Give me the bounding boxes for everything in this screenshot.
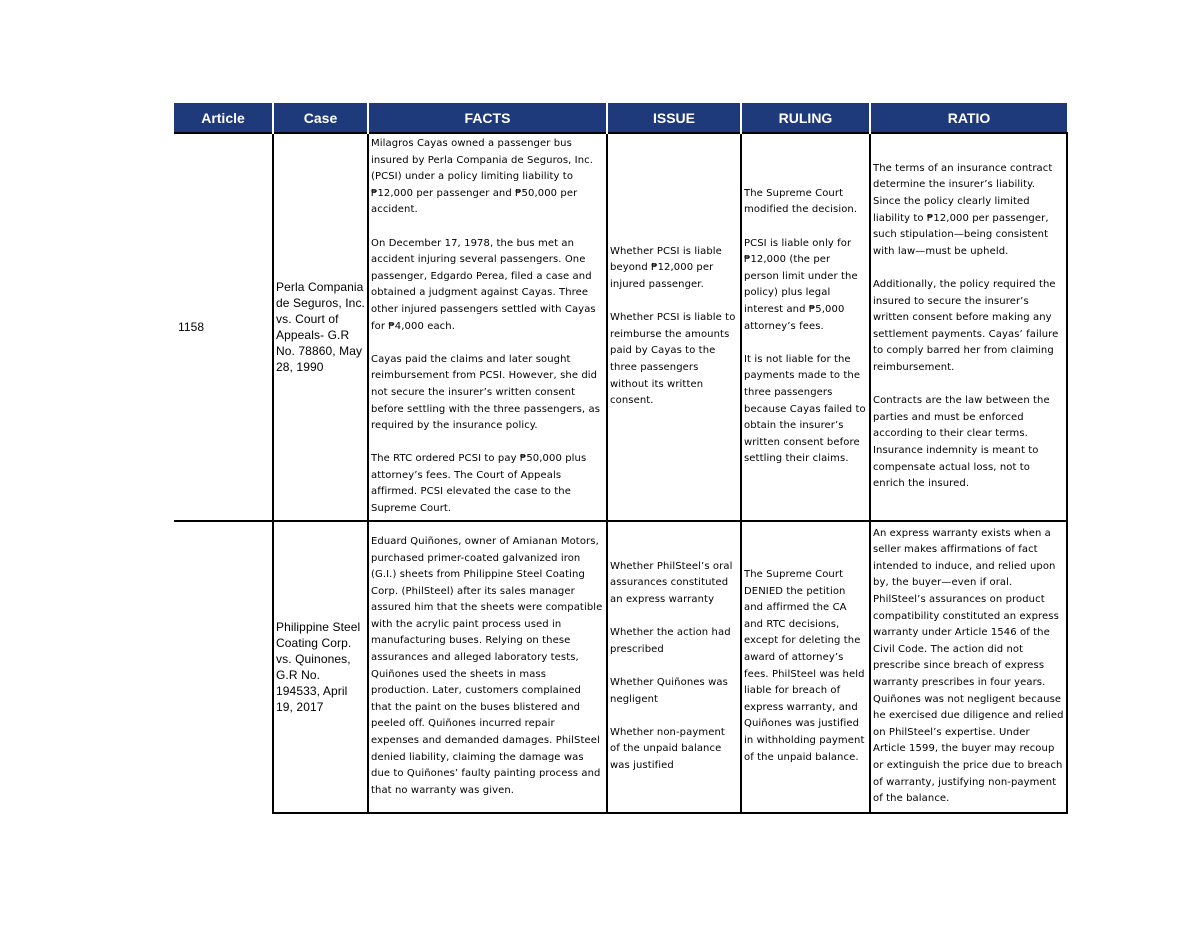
facts-paragraph: Milagros Cayas owned a passenger bus insured by Perla Compania de Seguros, Inc. (PCSI) under a policy limiting liability to ₱12,000 per passenger and ₱50,000 per accident. — [371, 138, 594, 216]
ratio-paragraph: The terms of an insurance contract determine the insurer’s liability. Since the policy clearly limited liability to ₱12,000 per passenger, such stipulation—being consistent with law—must be upheld. — [873, 162, 1053, 257]
ruling-cell — [741, 133, 870, 521]
header-issue: ISSUE — [607, 103, 741, 133]
case-cell: Philippine Steel Coating Corp. vs. Quinones, G.R No. 194533, April 19, 2017 — [273, 521, 368, 813]
article-cell: 1158 — [174, 133, 273, 521]
facts-paragraph: Eduard Quiñones, owner of Amianan Motors, purchased primer-coated galvanized iron (G.I.) sheets from Philippine Steel Coating Corp. (PhilSteel) after its sales manager assured him that the sheets were compatible with the acrylic paint process used in manufacturing buses. Relying on these assurances and alleged laboratory tests, Quiñones used the sheets in mass production. Later, customers complained that the paint on the buses blistered and peeled off. Quiñones incurred repair expenses and demanded damages. PhilSteel denied liability, claiming the damage was due to Quiñones’ faulty painting process and that no warranty was given. — [371, 535, 603, 796]
issue-cell — [607, 521, 741, 813]
header-article: Article — [174, 103, 273, 133]
facts-cell — [368, 521, 607, 813]
table-row — [174, 521, 1067, 813]
issue-paragraph: Whether PCSI is liable to reimburse the amounts paid by Cayas to the three passengers without its written consent. — [610, 312, 736, 407]
case-cell: Perla Compania de Seguros, Inc. vs. Court of Appeals- G.R No. 78860, May 28, 1990 — [273, 133, 368, 521]
header-ratio: RATIO — [870, 103, 1067, 133]
header-case: Case — [273, 103, 368, 133]
ratio-cell — [870, 133, 1067, 521]
header-facts: FACTS — [368, 103, 607, 133]
ratio-paragraph: Contracts are the law between the parties and must be enforced according to their clear terms. Insurance indemnity is meant to compensate actual loss, not to enrich the insured. — [873, 395, 1050, 490]
ratio-cell — [870, 521, 1067, 813]
ratio-paragraph: Additionally, the policy required the insured to secure the insurer’s written consent before making any settlement payments. Cayas’ failure to comply barred her from claiming reimbursement. — [873, 279, 1059, 374]
ruling-cell — [741, 521, 870, 813]
issue-cell — [607, 133, 741, 521]
issue-paragraph: Whether non-payment of the unpaid balance was justified — [610, 726, 725, 771]
ruling-paragraph: It is not liable for the payments made to the three passengers because Cayas failed to obtain the insurer’s written consent before settling their claims. — [744, 353, 866, 465]
issue-paragraph: Whether PCSI is liable beyond ₱12,000 per injured passenger. — [610, 245, 722, 291]
facts-cell — [368, 133, 607, 521]
issue-paragraph: Whether the action had prescribed — [610, 627, 731, 655]
case-digest-table-container — [174, 103, 1067, 814]
facts-paragraph: On December 17, 1978, the bus met an accident injuring several passengers. One passenger, Edgardo Perea, filed a case and obtained a judgment against Cayas. Three other injured passengers settled with Cayas for ₱4,000 each. — [371, 237, 596, 332]
article-cell — [174, 521, 273, 813]
ruling-paragraph: PCSI is liable only for ₱12,000 (the per person limit under the policy) plus legal interest and ₱5,000 attorney’s fees. — [744, 237, 858, 332]
ruling-paragraph: The Supreme Court DENIED the petition and affirmed the CA and RTC decisions, except for deleting the award of attorney’s fees. PhilSteel was held liable for breach of express warranty, and Quiñones was justified in withholding payment of the unpaid balance. — [744, 569, 865, 763]
issue-paragraph: Whether PhilSteel’s oral assurances constituted an express warranty — [610, 560, 733, 605]
ratio-paragraph: An express warranty exists when a seller makes affirmations of fact intended to induce, and relied upon by, the buyer—even if oral. PhilSteel’s assurances on product compatibility constituted an express warranty under Article 1546 of the Civil Code. The action did not prescribe since breach of express warranty prescribes in four years. Quiñones was not negligent because he exercised due diligence and relied on PhilSteel’s expertise. Under Article 1599, the buyer may recoup or extinguish the price due to breach of warranty, justifying non-payment of the balance. — [873, 527, 1064, 805]
facts-paragraph: The RTC ordered PCSI to pay ₱50,000 plus attorney’s fees. The Court of Appeals affirmed. PCSI elevated the case to the Supreme Court. — [371, 453, 587, 515]
header-ruling: RULING — [741, 103, 870, 133]
issue-paragraph: Whether Quiñones was negligent — [610, 676, 728, 705]
header-row — [174, 103, 1067, 133]
ruling-paragraph: The Supreme Court modified the decision. — [744, 187, 858, 216]
table-row — [174, 133, 1067, 521]
facts-paragraph: Cayas paid the claims and later sought reimbursement from PCSI. However, she did not secure the insurer’s written consent before settling with the three passengers, as required by the insurance policy. — [371, 353, 601, 432]
case-digest-table — [174, 103, 1068, 814]
